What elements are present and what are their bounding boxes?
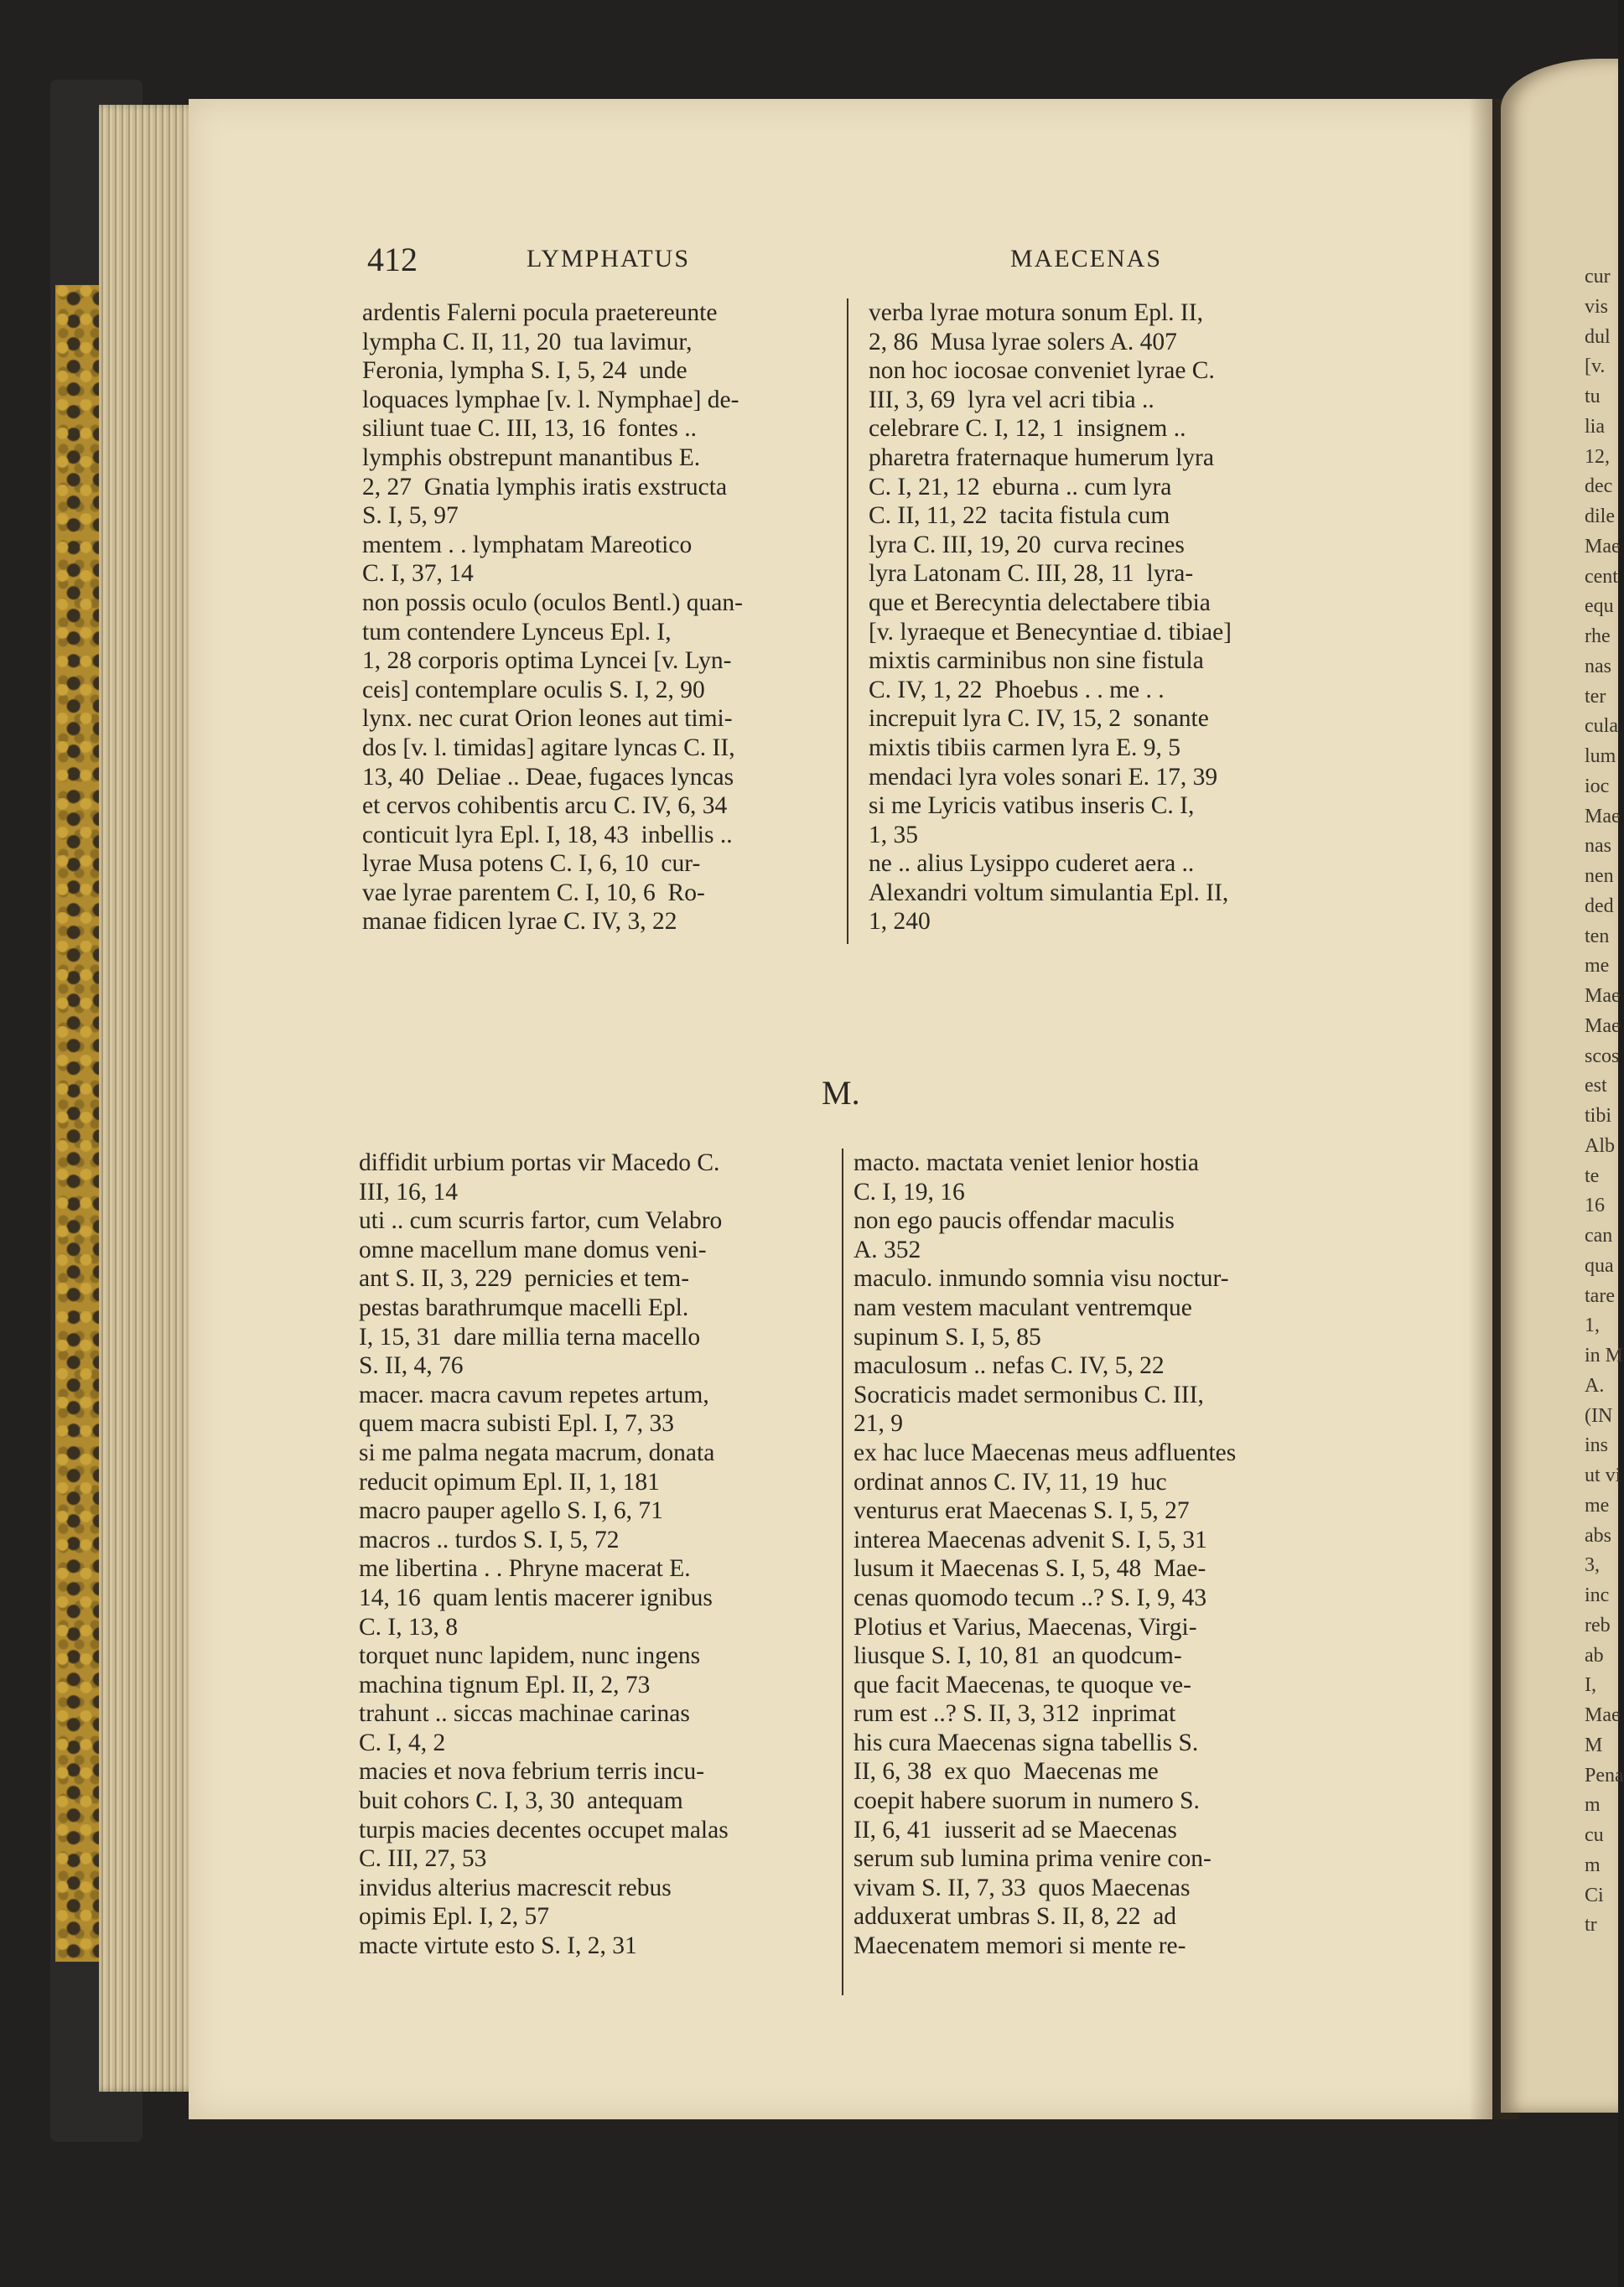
text-line: serum sub lumina prima venire con- xyxy=(854,1845,1212,1873)
page-number: 412 xyxy=(367,241,418,278)
facing-page-fragment: 12, xyxy=(1585,446,1610,468)
text-line: 21, 9 xyxy=(854,1410,903,1438)
facing-page-fragment: nen xyxy=(1585,865,1614,887)
bottom-right-column xyxy=(854,1149,1340,1961)
section-letter: M. xyxy=(822,1074,860,1112)
facing-page-fragment: tare xyxy=(1585,1285,1615,1307)
text-line: mixtis tibiis carmen lyra E. 9, 5 xyxy=(869,734,1180,761)
text-line: A. 352 xyxy=(854,1236,921,1263)
text-line: me libertina . . Phryne macerat E. xyxy=(359,1555,691,1583)
text-line: C. IV, 1, 22 Phoebus . . me . . xyxy=(869,676,1165,703)
running-head-left: LYMPHATUS xyxy=(527,245,691,272)
text-line: cenas quomodo tecum ..? S. I, 9, 43 xyxy=(854,1584,1207,1611)
text-line: C. I, 21, 12 eburna .. cum lyra xyxy=(869,473,1172,500)
text-line: increpuit lyra C. IV, 15, 2 sonante xyxy=(869,705,1209,733)
text-line: macros .. turdos S. I, 5, 72 xyxy=(359,1526,620,1553)
text-line: torquet nunc lapidem, nunc ingens xyxy=(359,1642,701,1670)
text-line: Maecenatem memori si mente re- xyxy=(854,1932,1186,1960)
facing-page-fragment: Ci xyxy=(1585,1885,1604,1906)
text-line: Plotius et Varius, Maecenas, Virgi- xyxy=(854,1613,1197,1641)
facing-page-fragment: [v. xyxy=(1585,355,1606,377)
text-line: buit cohors C. I, 3, 30 antequam xyxy=(359,1787,683,1815)
text-line: celebrare C. I, 12, 1 insignem .. xyxy=(869,415,1186,443)
text-line: tum contendere Lynceus Epl. I, xyxy=(362,618,672,646)
text-line: I, 15, 31 dare millia terna macello xyxy=(359,1323,701,1351)
text-line: invidus alterius macrescit rebus xyxy=(359,1874,672,1901)
facing-page-fragment: cent xyxy=(1585,566,1618,588)
facing-page-fragment: nas xyxy=(1585,835,1611,857)
facing-page-fragment: ten xyxy=(1585,926,1610,947)
facing-page-fragment: lia xyxy=(1585,416,1605,438)
facing-page-fragment: equ xyxy=(1585,595,1614,617)
facing-page-fragment: rhe xyxy=(1585,625,1611,647)
text-line: 1, 35 xyxy=(869,821,918,848)
facing-page-fragment: cula xyxy=(1585,715,1618,737)
facing-page-fragment: lum xyxy=(1585,745,1616,767)
text-line: Socraticis madet sermonibus C. III, xyxy=(854,1381,1204,1408)
text-line: nam vestem maculant ventremque xyxy=(854,1294,1192,1321)
text-line: ne .. alius Lysippo cuderet aera .. xyxy=(869,850,1195,878)
facing-page-fragment: cu xyxy=(1585,1824,1604,1846)
facing-page-fragment: 1, xyxy=(1585,1315,1600,1336)
facing-page-fragment: ins xyxy=(1585,1434,1609,1456)
text-line: vae lyrae parentem C. I, 10, 6 Ro- xyxy=(362,879,705,906)
text-line: mentem . . lymphatam Mareotico xyxy=(362,531,693,558)
text-line: maculo. inmundo somnia visu noctur- xyxy=(854,1265,1229,1293)
text-line: lympha C. II, 11, 20 tua lavimur, xyxy=(362,328,693,355)
text-line: supinum S. I, 5, 85 xyxy=(854,1323,1041,1351)
facing-page-fragment: ded xyxy=(1585,895,1614,917)
facing-page-fragment: abs xyxy=(1585,1525,1611,1547)
bottom-left-column xyxy=(359,1149,841,1961)
facing-page-fragment: tibi xyxy=(1585,1105,1612,1127)
column-rule-top xyxy=(847,298,848,944)
text-line: C. I, 4, 2 xyxy=(359,1729,446,1756)
facing-page-fragment: A. xyxy=(1585,1375,1605,1397)
text-line: III, 3, 69 lyra vel acri tibia .. xyxy=(869,386,1154,413)
text-line: lyra Latonam C. III, 28, 11 lyra- xyxy=(869,560,1194,588)
facing-page-fragment: ut vi xyxy=(1585,1465,1621,1486)
text-line: his cura Maecenas signa tabellis S. xyxy=(854,1729,1199,1756)
text-line: ex hac luce Maecenas meus adfluentes xyxy=(854,1439,1237,1466)
text-line: S. II, 4, 76 xyxy=(359,1352,464,1380)
page-edges xyxy=(99,105,200,2092)
facing-page-fragment: reb xyxy=(1585,1615,1611,1636)
text-line: lyrae Musa potens C. I, 6, 10 cur- xyxy=(362,850,701,878)
facing-page-fragment: (IN xyxy=(1585,1405,1613,1427)
text-line: pestas barathrumque macelli Epl. xyxy=(359,1294,689,1321)
facing-page-fragment: in M xyxy=(1585,1345,1624,1366)
text-line: manae fidicen lyrae C. IV, 3, 22 xyxy=(362,908,677,936)
text-line: Alexandri voltum simulantia Epl. II, xyxy=(869,879,1229,906)
facing-page-fragment: Mae xyxy=(1585,536,1621,557)
text-line: liusque S. I, 10, 81 an quodcum- xyxy=(854,1642,1182,1670)
text-line: lusum it Maecenas S. I, 5, 48 Mae- xyxy=(854,1555,1206,1583)
text-line: venturus erat Maecenas S. I, 5, 27 xyxy=(854,1497,1190,1525)
facing-page-fragment: Pena xyxy=(1585,1765,1624,1787)
text-line: C. II, 11, 22 tacita fistula cum xyxy=(869,502,1170,530)
facing-page-fragment: m xyxy=(1585,1854,1601,1876)
text-line: conticuit lyra Epl. I, 18, 43 inbellis .. xyxy=(362,821,733,848)
text-line: siliunt tuae C. III, 13, 16 fontes .. xyxy=(362,415,698,443)
text-line: machina tignum Epl. II, 2, 73 xyxy=(359,1671,651,1698)
text-line: lymphis obstrepunt manantibus E. xyxy=(362,443,701,471)
text-line: turpis macies decentes occupet malas xyxy=(359,1816,729,1844)
text-line: lynx. nec curat Orion leones aut timi- xyxy=(362,705,733,733)
text-line: que facit Maecenas, te quoque ve- xyxy=(854,1671,1191,1698)
facing-page-fragment: I, xyxy=(1585,1674,1596,1696)
text-line: verba lyrae motura sonum Epl. II, xyxy=(869,299,1203,326)
text-line: non hoc iocosae conveniet lyrae C. xyxy=(869,357,1215,385)
text-line: si me palma negata macrum, donata xyxy=(359,1439,715,1466)
facing-page-fragment: cur xyxy=(1585,266,1611,288)
text-line: [v. lyraeque et Benecyntiae d. tibiae] xyxy=(869,618,1232,646)
facing-page-fragment: ioc xyxy=(1585,775,1610,797)
facing-page-fragment: dul xyxy=(1585,326,1611,348)
facing-page-fragment: 3, xyxy=(1585,1554,1600,1576)
marbled-edge xyxy=(55,285,106,1962)
text-line: 2, 86 Musa lyrae solers A. 407 xyxy=(869,328,1177,355)
text-line: interea Maecenas advenit S. I, 5, 31 xyxy=(854,1526,1207,1553)
text-line: adduxerat umbras S. II, 8, 22 ad xyxy=(854,1903,1177,1931)
text-line: loquaces lymphae [v. l. Nymphae] de- xyxy=(362,386,739,413)
text-line: 13, 40 Deliae .. Deae, fugaces lyncas xyxy=(362,763,734,791)
running-head-right: MAECENAS xyxy=(1010,245,1163,272)
text-line: non possis oculo (oculos Bentl.) quan- xyxy=(362,589,743,616)
text-line: pharetra fraternaque humerum lyra xyxy=(869,443,1214,471)
facing-page-fragment: ab xyxy=(1585,1645,1604,1667)
text-line: ceis] contemplare oculis S. I, 2, 90 xyxy=(362,676,705,703)
text-line: et cervos cohibentis arcu C. IV, 6, 34 xyxy=(362,792,728,820)
text-line: maculosum .. nefas C. IV, 5, 22 xyxy=(854,1352,1165,1380)
text-line: 14, 16 quam lentis macerer ignibus xyxy=(359,1584,713,1611)
facing-page-fragment: nas xyxy=(1585,656,1611,677)
top-right-column xyxy=(869,298,1346,936)
facing-page-fragment: inc xyxy=(1585,1584,1610,1606)
facing-page-fragment: est xyxy=(1585,1075,1607,1097)
text-line: C. III, 27, 53 xyxy=(359,1845,487,1873)
text-line: que et Berecyntia delectabere tibia xyxy=(869,589,1211,616)
text-line: macto. mactata veniet lenior hostia xyxy=(854,1149,1200,1176)
text-line: mendaci lyra voles sonari E. 17, 39 xyxy=(869,763,1218,791)
facing-page-fragment: scos xyxy=(1585,1045,1620,1067)
text-line: ardentis Falerni pocula praetereunte xyxy=(362,299,718,326)
text-line: II, 6, 38 ex quo Maecenas me xyxy=(854,1758,1159,1786)
text-line: coepit habere suorum in numero S. xyxy=(854,1787,1200,1815)
facing-page-fragment: vis xyxy=(1585,296,1609,318)
facing-page-fragment: tu xyxy=(1585,386,1601,407)
text-line: lyra C. III, 19, 20 curva recines xyxy=(869,531,1185,558)
top-left-column xyxy=(362,298,840,936)
facing-page-fragment: tr xyxy=(1585,1914,1597,1936)
facing-page-fragment: Mae xyxy=(1585,1015,1621,1037)
facing-page-fragment: qua xyxy=(1585,1255,1614,1277)
text-line: C. I, 19, 16 xyxy=(854,1178,965,1206)
text-line: non ego paucis offendar maculis xyxy=(854,1207,1175,1235)
text-line: trahunt .. siccas machinae carinas xyxy=(359,1700,690,1728)
text-line: mixtis carminibus non sine fistula xyxy=(869,647,1204,675)
text-line: omne macellum mane domus veni- xyxy=(359,1236,707,1263)
text-line: ordinat annos C. IV, 11, 19 huc xyxy=(854,1468,1167,1496)
text-line: macer. macra cavum repetes artum, xyxy=(359,1381,709,1408)
facing-page-fragment: me xyxy=(1585,1495,1610,1517)
text-line: vivam S. II, 7, 33 quos Maecenas xyxy=(854,1874,1191,1901)
facing-page-fragment: Mae xyxy=(1585,985,1621,1007)
facing-page-fragment: Mae xyxy=(1585,1704,1621,1726)
text-line: uti .. cum scurris fartor, cum Velabro xyxy=(359,1207,723,1235)
text-line: reducit opimum Epl. II, 1, 181 xyxy=(359,1468,660,1496)
facing-page-fragment: dec xyxy=(1585,475,1613,497)
text-line: macies et nova febrium terris incu- xyxy=(359,1758,705,1786)
text-line: 1, 28 corporis optima Lyncei [v. Lyn- xyxy=(362,647,732,675)
text-line: C. I, 13, 8 xyxy=(359,1613,458,1641)
facing-page-fragment: dile xyxy=(1585,506,1615,527)
facing-page-fragment: Mae xyxy=(1585,806,1621,827)
text-line: dos [v. l. timidas] agitare lyncas C. II, xyxy=(362,734,735,761)
text-line: II, 6, 41 iusserit ad se Maecenas xyxy=(854,1816,1177,1844)
text-line: S. I, 5, 97 xyxy=(362,502,459,530)
text-line: macte virtute esto S. I, 2, 31 xyxy=(359,1932,637,1960)
text-line: 2, 27 Gnatia lymphis iratis exstructa xyxy=(362,473,728,500)
text-line: macro pauper agello S. I, 6, 71 xyxy=(359,1497,663,1525)
text-line: diffidit urbium portas vir Macedo C. xyxy=(359,1149,720,1176)
column-rule-bottom xyxy=(842,1149,843,1995)
text-line: si me Lyricis vatibus inseris C. I, xyxy=(869,792,1195,820)
facing-page-fragment: te xyxy=(1585,1165,1600,1187)
facing-page-fragment: me xyxy=(1585,955,1610,977)
facing-page-fragment: 16 xyxy=(1585,1195,1605,1216)
text-line: 1, 240 xyxy=(869,908,931,936)
facing-page-fragment: ter xyxy=(1585,686,1606,708)
facing-page-fragment: M xyxy=(1585,1735,1603,1756)
facing-page-fragment: Alb xyxy=(1585,1135,1615,1157)
text-line: rum est ..? S. II, 3, 312 inprimat xyxy=(854,1700,1176,1728)
text-line: opimis Epl. I, 2, 57 xyxy=(359,1903,549,1931)
text-line: quem macra subisti Epl. I, 7, 33 xyxy=(359,1410,675,1438)
facing-page-fragment: can xyxy=(1585,1225,1613,1247)
text-line: Feronia, lympha S. I, 5, 24 unde xyxy=(362,357,687,385)
text-line: III, 16, 14 xyxy=(359,1178,458,1206)
facing-page-fragment: m xyxy=(1585,1794,1601,1816)
text-line: ant S. II, 3, 229 pernicies et tem- xyxy=(359,1265,690,1293)
text-line: C. I, 37, 14 xyxy=(362,560,474,588)
